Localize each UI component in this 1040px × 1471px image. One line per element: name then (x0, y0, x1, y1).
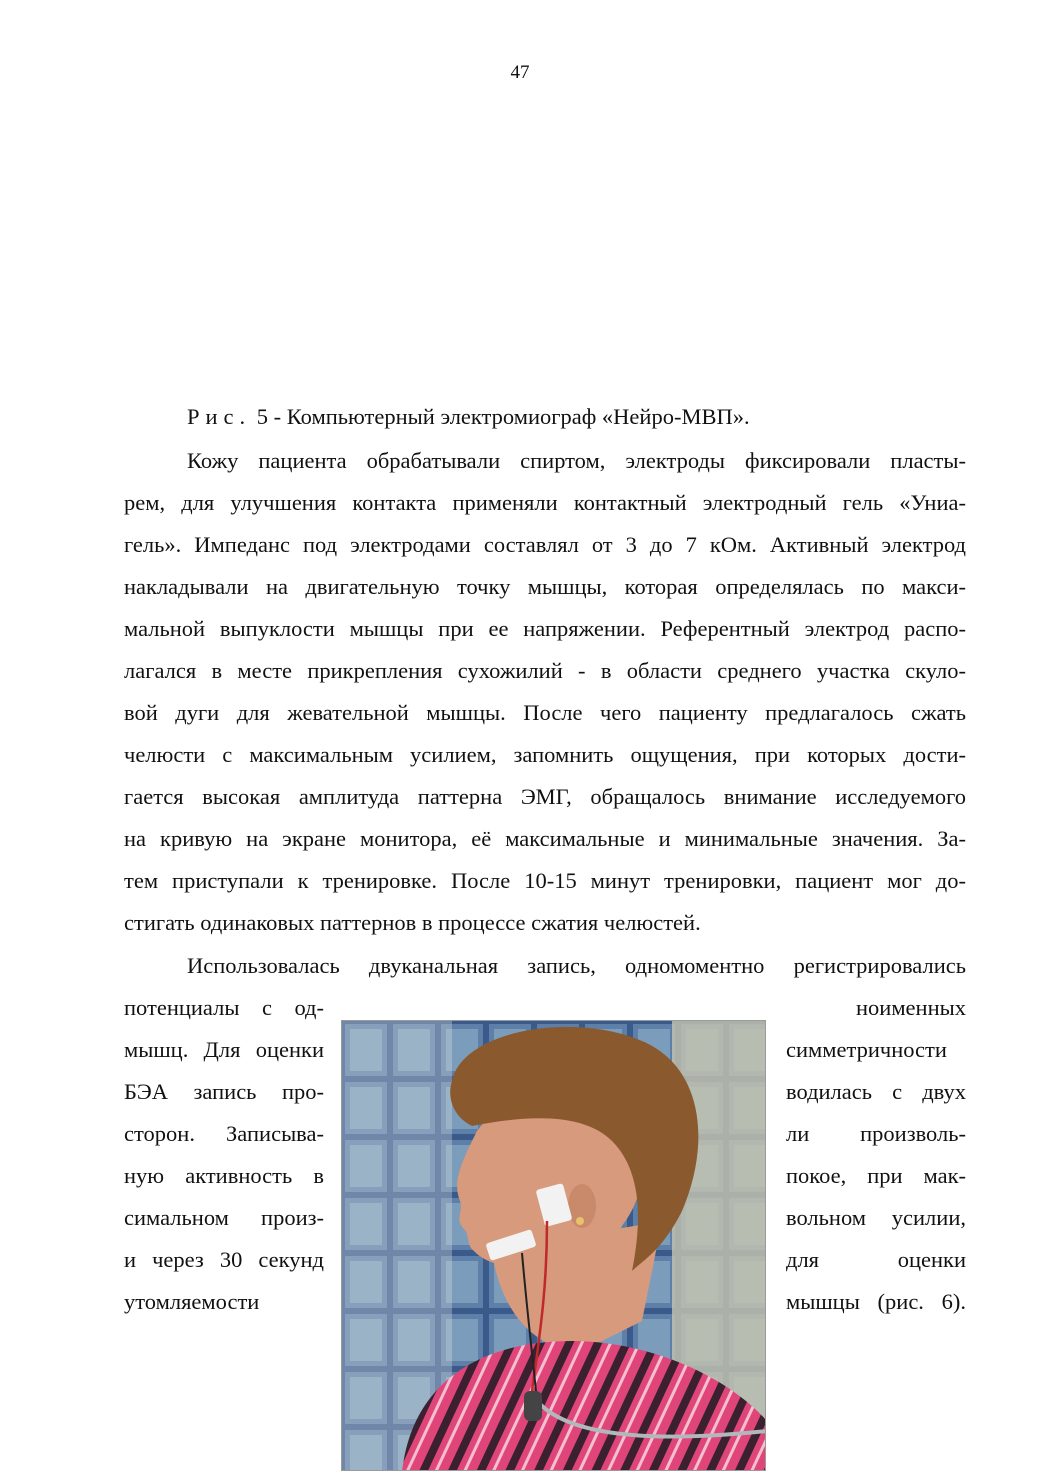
paragraph-line: лагался в месте прикрепления сухожилий - в области среднего участка скуло- (124, 658, 966, 683)
wrap-right-line: покое, при мак- (786, 1163, 966, 1188)
paragraph-line: мальной выпуклости мышцы при ее напряжении. Референтный электрод распо- (124, 616, 966, 641)
paragraph-line: Кожу пациента обрабатывали спиртом, электроды фиксировали пласты- (187, 448, 966, 473)
patient-photo (341, 1020, 766, 1471)
connector (524, 1391, 542, 1421)
paragraph-line: рем, для улучшения контакта применяли контактный электродный гель «Униа- (124, 490, 966, 515)
figure-caption (187, 402, 750, 432)
paragraph-line: стигать одинаковых паттернов в процессе сжатия челюстей. (124, 910, 701, 935)
wrap-right-line: для оценки (786, 1247, 966, 1272)
wrap-right-line: ли произволь- (786, 1121, 966, 1146)
wrap-left-line: мышц. Для оценки (124, 1037, 324, 1062)
earring (576, 1217, 584, 1225)
figure-caption-label: Рис. (187, 404, 252, 429)
paragraph-line: вой дуги для жевательной мышцы. После чего пациенту предлагалось сжать (124, 700, 966, 725)
paragraph-line: гается высокая амплитуда паттерна ЭМГ, обращалось внимание исследуемого (124, 784, 966, 809)
wrap-left-line: потенциалы с од- (124, 995, 324, 1020)
wrap-left-line: сторон. Записыва- (124, 1121, 324, 1146)
wrap-left-line: и через 30 секунд (124, 1247, 324, 1272)
wrap-left-line: утомляемости (124, 1289, 260, 1314)
wrap-right-line: симметричности (786, 1037, 947, 1062)
wrap-right-line: вольном усилии, (786, 1205, 966, 1230)
wrap-left-line: БЭА запись про- (124, 1079, 324, 1104)
paragraph-line: челюсти с максимальным усилием, запомнить ощущения, при которых дости- (124, 742, 966, 767)
figure-caption-text: 5 - Компьютерный электромиограф «Нейро-МВП». (251, 404, 750, 429)
paragraph-line: на кривую на экране монитора, её максимальные и минимальные значения. За- (124, 826, 966, 851)
wrap-right-line: водилась с двух (786, 1079, 966, 1104)
paragraph-line: тем приступали к тренировке. После 10-15 минут тренировки, пациент мог до- (124, 868, 966, 893)
wrap-right-line: ноименных (855, 995, 966, 1020)
wrap-left-line: ную активность в (124, 1163, 324, 1188)
paragraph-line: гель». Импеданс под электродами составлял от 3 до 7 кОм. Активный электрод (124, 532, 966, 557)
paragraph-line: Использовалась двуканальная запись, одномоментно регистрировались (187, 953, 966, 978)
page-number: 47 (510, 62, 530, 83)
wrap-left-line: симальном произ- (124, 1205, 324, 1230)
wrap-right-line: мышцы (рис. 6). (786, 1289, 966, 1314)
paragraph-line: накладывали на двигательную точку мышцы, которая определялась по макси- (124, 574, 966, 599)
